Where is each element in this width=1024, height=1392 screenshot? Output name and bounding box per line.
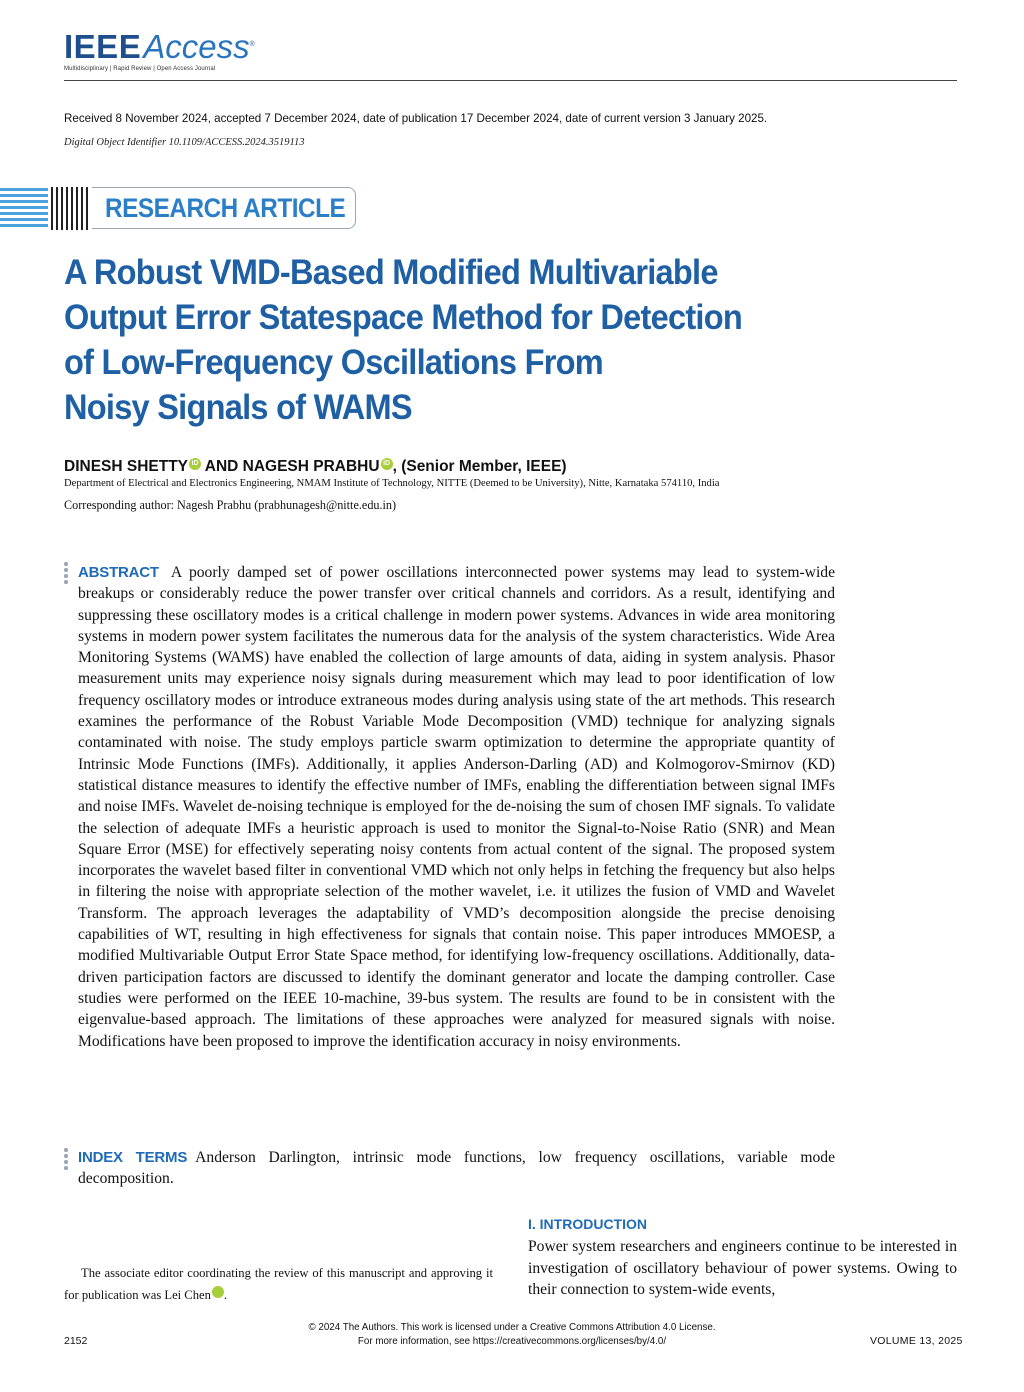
header-rule xyxy=(64,80,957,81)
logo-tagline: Multidisciplinary | Rapid Review | Open Access Journal xyxy=(64,66,216,72)
title-line: Output Error Statespace Method for Detection xyxy=(64,298,743,337)
author-name: DINESH SHETTY xyxy=(64,458,189,475)
abstract-dots-icon xyxy=(64,562,68,586)
title-line: of Low-Frequency Oscillations From xyxy=(64,343,603,382)
title-line: Noisy Signals of WAMS xyxy=(64,388,412,427)
index-terms xyxy=(78,1147,835,1190)
section-heading-introduction: I. INTRODUCTION xyxy=(528,1216,647,1232)
orcid-icon[interactable]: iD xyxy=(189,458,201,470)
volume-info: VOLUME 13, 2025 xyxy=(870,1335,963,1347)
editor-note-end: . xyxy=(223,1288,228,1302)
banner-stripes-graphic xyxy=(0,187,48,230)
index-terms-text: Anderson Darlington, intrinsic mode functions, low frequency oscillations, variable mode decomposition. xyxy=(78,1149,835,1188)
logo-wordmark xyxy=(64,28,255,64)
page-number: 2152 xyxy=(64,1335,88,1347)
logo-ieee: IEEE xyxy=(64,28,142,65)
article-type-label: RESEARCH ARTICLE xyxy=(105,193,346,223)
banner-bars-graphic xyxy=(50,187,94,230)
editor-note xyxy=(64,1262,493,1306)
title-line: A Robust VMD-Based Modified Multivariable xyxy=(64,253,718,292)
paper-title xyxy=(64,250,824,430)
author-name: NAGESH PRABHU xyxy=(242,458,380,475)
ieee-access-logo xyxy=(64,28,255,72)
orcid-icon[interactable]: iD xyxy=(212,1286,224,1298)
author-membership: , (Senior Member, IEEE) xyxy=(392,458,567,475)
publication-dates: Received 8 November 2024, accepted 7 December 2024, date of publication 17 December 2024, date of current version 3 January 2025. xyxy=(64,112,768,125)
author-list xyxy=(64,458,567,476)
abstract-text: A poorly damped set of power oscillations interconnected power systems may lead to system-wide breakups or considerably reduce the power transfer over critical channels and corridors. As a result, identifying and suppressing these oscillatory modes is a critical challenge in modern power systems. Advances in wide area monitoring systems in modern power system facilitates the numerous data for the analysis of the system characteristics. Wide Area Monitoring Systems (WAMS) have enabled the collection of large amounts of data, aiding in system analysis. Phasor measurement units may experience noisy signals during measurement which may lead to poor identification of low frequency oscillatory modes or introduce extraneous modes during analysis using state of the art methods. This research examines the performance of the Robust Variable Mode Decomposition (VMD) technique for analyzing signals contaminated with noise. The study employs particle swarm optimization to determine the appropriate quantity of Intrinsic Mode Functions (IMFs). Additionally, it applies Anderson-Darling (AD) and Kolmogorov-Smirnov (KD) statistical distance measures to identify the effective number of IMFs, enabling the differentiation between signal IMFs and noise IMFs. Wavelet de-noising technique is employed for the de-noising the sum of chosen IMF signals. To validate the selection of adequate IMFs a heuristic approach is used to monitor the Signal-to-Noise Ratio (SNR) and Mean Square Error (MSE) for effectively seperating noisy contents from actual content of the signal. The proposed system incorporates the wavelet based filter in conventional VMD which not only helps in fetching the frequency but also helps in filtering the noise with appropriate selection of the mother wavelet, i.e. it utilizes the fusion of VMD and Wavelet Transform. The approach leverages the adaptability of VMD’s decomposition alongside the precise denoising capabilities of WT, resulting in high effectiveness for signals that contain noise. This paper introduces MMOESP, a modified Multivariable Output Error State Space method, for identifying low-frequency oscillations. Additionally, data-driven participation factors are discussed to identify the dominant generator and locate the damping controller. Case studies were performed on the IEEE 10-machine, 39-bus system. The results are found to be in consistent with the eigenvalue-based approach. The limitations of these approaches were analyzed for measured signals with noise. Modifications have been proposed to improve the identification accuracy in noisy environments. xyxy=(78,564,835,1050)
logo-access: Access xyxy=(143,28,250,65)
logo-trademark: ® xyxy=(249,41,255,48)
license-link-line[interactable]: For more information, see https://creativecommons.org/licenses/by/4.0/ xyxy=(357,1335,667,1347)
index-terms-label: INDEX TERMS xyxy=(78,1149,188,1166)
editor-note-text: The associate editor coordinating the review of this manuscript and approving it for publication was Lei Chen xyxy=(64,1266,493,1302)
abstract xyxy=(78,562,835,1052)
license-line: © 2024 The Authors. This work is licensed under a Creative Commons Attribution 4.0 License. xyxy=(308,1322,716,1333)
introduction-text: Power system researchers and engineers continue to be interested in investigation of oscillatory behaviour of power systems. Owing to their connection to system-wide events, xyxy=(528,1238,957,1298)
index-terms-dots-icon xyxy=(64,1148,68,1172)
corresponding-author: Corresponding author: Nagesh Prabhu (prabhunagesh@nitte.edu.in) xyxy=(64,498,397,512)
abstract-label: ABSTRACT xyxy=(78,564,159,581)
orcid-icon[interactable]: iD xyxy=(381,458,393,470)
affiliation: Department of Electrical and Electronics Engineering, NMAM Institute of Technology, NITTE (Deemed to be University), Nitte, Karnataka 574110, India xyxy=(64,478,720,489)
author-connector: AND xyxy=(201,458,243,475)
doi[interactable]: Digital Object Identifier 10.1109/ACCESS.2024.3519113 xyxy=(64,137,305,148)
